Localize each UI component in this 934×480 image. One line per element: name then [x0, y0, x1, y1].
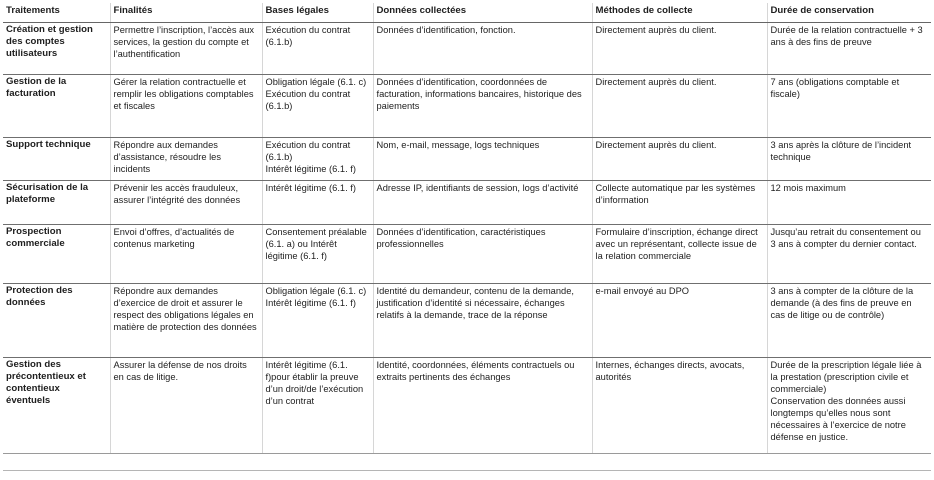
table-row: [3, 284, 931, 358]
table-row: [3, 75, 931, 138]
base-legale-line: Consentement préalable (6.1. a) ou Intérêt légitime (6.1. f): [265, 227, 367, 261]
table-row: [3, 138, 931, 181]
table-row: [3, 23, 931, 75]
donnees-cell: Identité, coordonnées, éléments contractuels ou extraits pertinents des échanges: [373, 358, 592, 454]
finalite-cell: Prévenir les accès frauduleux, assurer l’intégrité des données: [110, 181, 262, 225]
table-row: [3, 358, 931, 454]
finalite-cell: Répondre aux demandes d’assistance, résoudre les incidents: [110, 138, 262, 181]
methodes-cell: Internes, échanges directs, avocats, autorités: [592, 358, 767, 454]
table-row: [3, 181, 931, 225]
bottom-rule: [3, 470, 931, 471]
bases-legales-cell: [262, 284, 373, 358]
traitement-cell: Support technique: [3, 138, 110, 181]
finalite-cell: Répondre aux demandes d’exercice de droit et assurer le respect des obligations légales en matière de protection des données: [110, 284, 262, 358]
methodes-cell: Directement auprès du client.: [592, 75, 767, 138]
methodes-cell: Formulaire d’inscription, échange direct avec un représentant, collecte issue de la relation commerciale: [592, 225, 767, 284]
finalite-cell: Gérer la relation contractuelle et remplir les obligations comptables et fiscales: [110, 75, 262, 138]
bases-legales-cell: [262, 138, 373, 181]
duree-cell: Durée de la relation contractuelle + 3 ans à des fins de preuve: [767, 23, 931, 75]
finalite-cell: Assurer la défense de nos droits en cas de litige.: [110, 358, 262, 454]
traitement-cell: Création et gestion des comptes utilisateurs: [3, 23, 110, 75]
finalite-cell: Envoi d’offres, d’actualités de contenus marketing: [110, 225, 262, 284]
base-legale-line: Exécution du contrat (6.1.b): [265, 89, 351, 111]
duree-cell: 3 ans à compter de la clôture de la demande (à des fins de preuve en cas de litige ou de contrôle): [767, 284, 931, 358]
base-legale-line: Obligation légale (6.1. c): [265, 286, 367, 296]
base-legale-line: Exécution du contrat (6.1.b): [265, 25, 351, 47]
header-finalites: Finalités: [110, 3, 262, 23]
duree-paragraph: Conservation des données aussi longtemps qu’elles nous sont nécessaires à l’exercice de notre défense en justice.: [770, 396, 906, 442]
donnees-cell: Données d’identification, caractéristiques professionnelles: [373, 225, 592, 284]
bases-legales-cell: [262, 23, 373, 75]
base-legale-line: Obligation légale (6.1. c): [265, 77, 367, 87]
donnees-cell: Données d’identification, fonction.: [373, 23, 592, 75]
traitement-cell: Gestion des précontentieux et contentieux éventuels: [3, 358, 110, 454]
traitement-cell: Gestion de la facturation: [3, 75, 110, 138]
bases-legales-cell: [262, 358, 373, 454]
traitement-cell: Prospection commerciale: [3, 225, 110, 284]
traitement-cell: Sécurisation de la plateforme: [3, 181, 110, 225]
base-legale-line: Intérêt légitime (6.1. f)pour établir la preuve d’un droit/de l’exécution d’un contrat: [265, 360, 364, 406]
bases-legales-cell: [262, 75, 373, 138]
base-legale-line: Intérêt légitime (6.1. f): [265, 164, 356, 174]
duree-paragraph: Durée de la prescription légale liée à la prestation (prescription civile et commerciale): [770, 360, 922, 394]
base-legale-line: Intérêt légitime (6.1. f): [265, 298, 356, 308]
header-traitements: Traitements: [3, 3, 110, 23]
header-duree-conservation: Durée de conservation: [767, 3, 931, 23]
methodes-cell: Directement auprès du client.: [592, 23, 767, 75]
header-bases-legales: Bases légales: [262, 3, 373, 23]
base-legale-line: Exécution du contrat (6.1.b): [265, 140, 351, 162]
header-donnees-collectees: Données collectées: [373, 3, 592, 23]
donnees-cell: Nom, e-mail, message, logs techniques: [373, 138, 592, 181]
duree-cell: Jusqu’au retrait du consentement ou 3 ans à compter du dernier contact.: [767, 225, 931, 284]
duree-cell: 3 ans après la clôture de l’incident technique: [767, 138, 931, 181]
traitement-cell: Protection des données: [3, 284, 110, 358]
duree-cell: 7 ans (obligations comptable et fiscale): [767, 75, 931, 138]
donnees-cell: Données d’identification, coordonnées de facturation, informations bancaires, historique des paiements: [373, 75, 592, 138]
duree-cell: [767, 358, 931, 454]
finalite-cell: Permettre l’inscription, l’accès aux services, la gestion du compte et l’authentification: [110, 23, 262, 75]
duree-cell: 12 mois maximum: [767, 181, 931, 225]
header-methodes-collecte: Méthodes de collecte: [592, 3, 767, 23]
methodes-cell: Collecte automatique par les systèmes d’information: [592, 181, 767, 225]
data-processing-table: [3, 3, 931, 454]
table-row: [3, 225, 931, 284]
table-header-row: [3, 3, 931, 23]
donnees-cell: Identité du demandeur, contenu de la demande, justification d’identité si nécessaire, échanges relatifs à la demande, trace de la réponse: [373, 284, 592, 358]
bases-legales-cell: [262, 181, 373, 225]
base-legale-line: Intérêt légitime (6.1. f): [265, 183, 356, 193]
bases-legales-cell: [262, 225, 373, 284]
methodes-cell: Directement auprès du client.: [592, 138, 767, 181]
donnees-cell: Adresse IP, identifiants de session, logs d’activité: [373, 181, 592, 225]
methodes-cell: e-mail envoyé au DPO: [592, 284, 767, 358]
